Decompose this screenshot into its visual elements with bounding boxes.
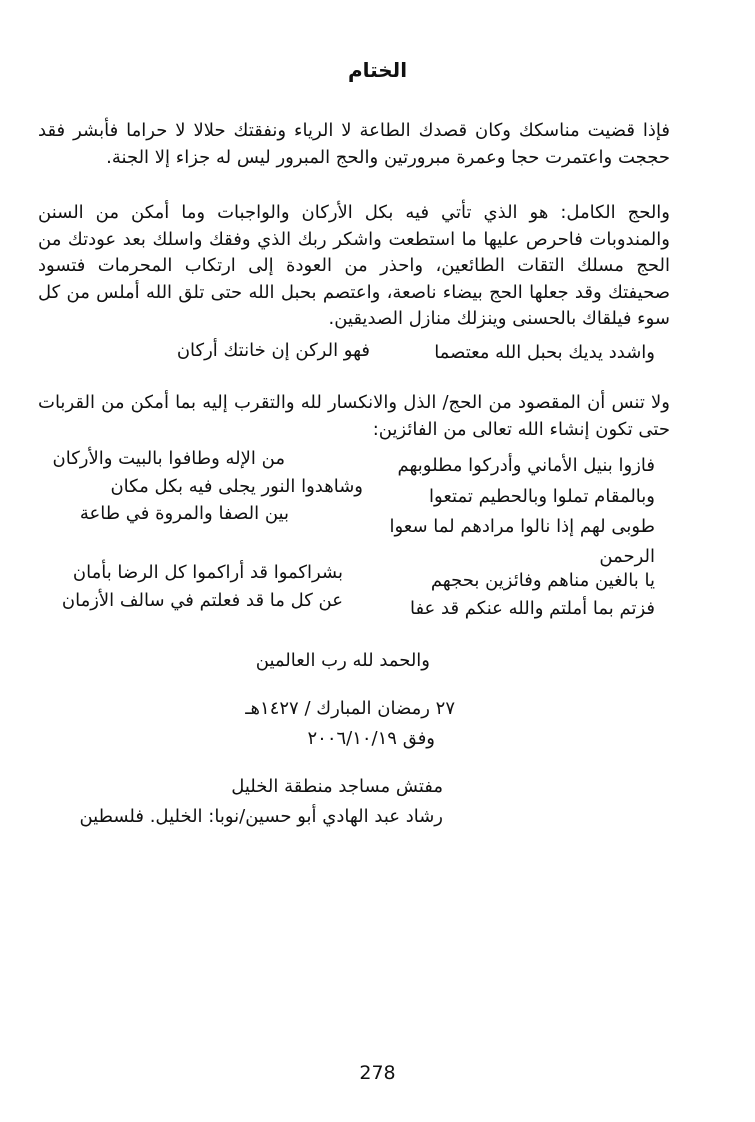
poem-line-5-right: يا بالغين مناهم وفائزين بحجهم: [430, 570, 655, 591]
poem-line-1-left: من الإله وطافوا بالبيت والأركان: [52, 448, 285, 469]
verse-right: واشدد يديك بحبل الله معتصما: [434, 342, 655, 363]
poem-line-1-right: فازوا بنيل الأماني وأدركوا مطلوبهم: [397, 455, 655, 476]
paragraph-intro: فإذا قضيت مناسكك وكان قصدك الطاعة لا الرياء ونفقتك حلالا لا حراما فأبشر فقد حججت واعتمرت حجا وعمرة مبرورتين والحج المبرور ليس له جزاء إلا الجنة.: [38, 120, 670, 168]
poem-line-3-left: بين الصفا والمروة في طاعة: [79, 503, 289, 524]
closing-line: والحمد لله رب العالمين: [255, 650, 430, 671]
poem-line-6-left: عن كل ما قد فعلتم في سالف الأزمان: [61, 590, 343, 611]
date-hijri: ٢٧ رمضان المبارك / ١٤٢٧هـ: [245, 698, 455, 719]
page-title: الختام: [347, 58, 408, 82]
paragraph-purpose: ولا تنس أن المقصود من الحج/ الذل والانكسار لله والتقرب إليه بما أمكن من القربات حتى تكون إنشاء الله تعالى من الفائزين:: [38, 392, 670, 440]
author-title: مفتش مساجد منطقة الخليل: [231, 776, 443, 797]
poem-line-4-right: الرحمن: [599, 546, 655, 567]
date-gregorian: وفق ٢٠٠٦/١٠/١٩: [307, 728, 435, 749]
poem-line-2-right: وبالمقام تملوا وبالحطيم تمتعوا: [429, 486, 655, 507]
poem-line-6-right: فزتم بما أملتم والله عنكم قد عفا: [409, 598, 655, 619]
poem-line-5-left: بشراكموا قد أراكموا كل الرضا بأمان: [72, 562, 343, 583]
paragraph-complete-hajj: والحج الكامل: هو الذي تأتي فيه بكل الأركان والواجبات وما أمكن من السنن والمندوبات فاحرص عليها ما استطعت واشكر ربك الذي وفقك واسلك بعد عودتك من الحج مسلك التقات الطائعين، واحذر من العودة إلى ارتكاب المحرمات فتسود صحيفتك وقد جعلها الحج بيضاء ناصعة، واعتصم بحبل الله حتى تلق الله أملس من كل سوء فيلقاك بالحسنى وينزلك منازل الصديقين.: [38, 202, 670, 329]
author-name: رشاد عبد الهادي أبو حسين/نوبا: الخليل. فلسطين: [79, 806, 443, 827]
verse-left: فهو الركن إن خانتك أركان: [176, 340, 370, 361]
page-number: 278: [359, 1062, 396, 1084]
poem-line-2-left: وشاهدوا النور يجلى فيه بكل مكان: [110, 476, 363, 497]
poem-line-3-right: طوبى لهم إذا نالوا مرادهم لما سعوا: [389, 516, 655, 537]
